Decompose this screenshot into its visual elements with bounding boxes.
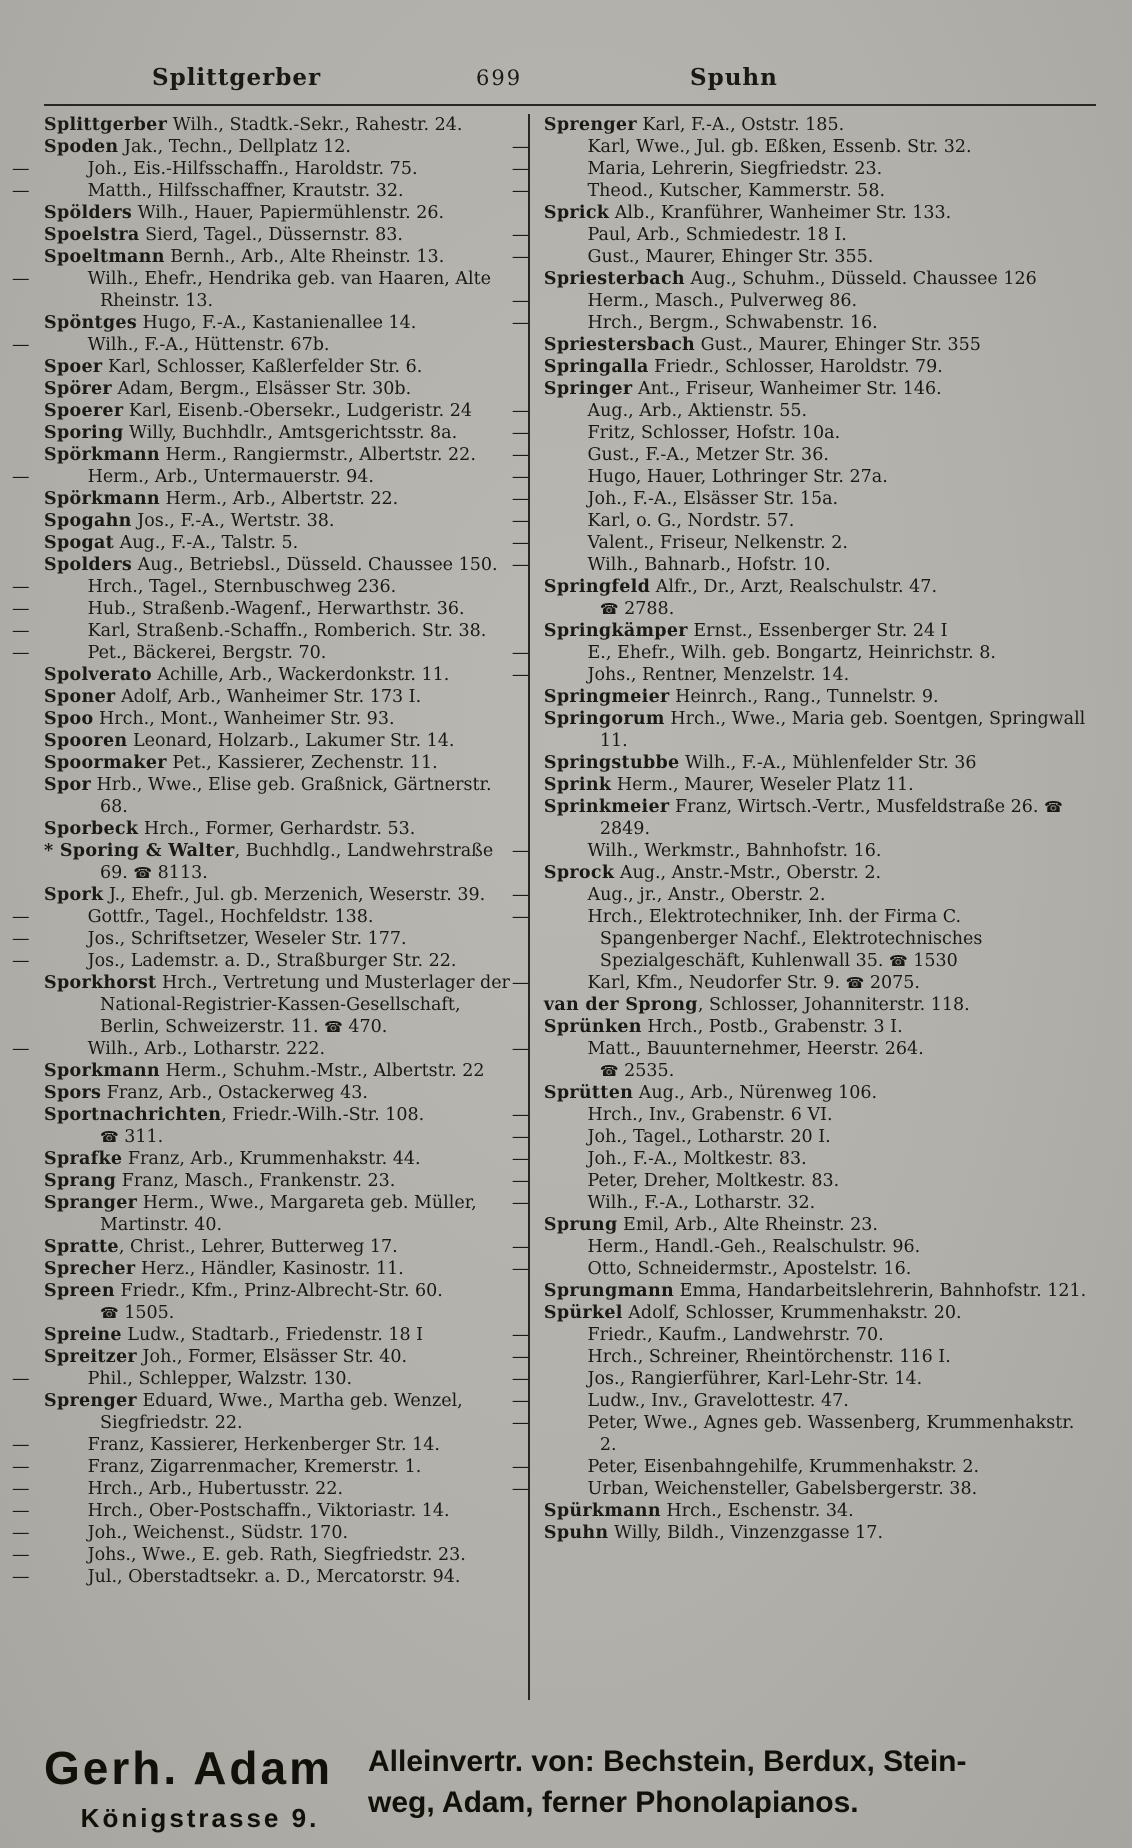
directory-columns [12,114,1096,1700]
directory-entry: — Gust., F.-A., Metzer Str. 36. [511,445,829,465]
ditto-dash: — [511,643,530,663]
directory-column-left [12,114,528,1700]
directory-entry: — Matth., Hilfsschaffner, Krautstr. 32. [12,181,404,201]
entry-surname: Spolders [44,555,133,575]
entry-surname: Spranger [44,1193,138,1213]
directory-entry: — Wilh., Werkmstr., Bahnhofstr. 16. [511,841,882,861]
directory-entry: Spranger Herm., Wwe., Margareta geb. Müller, Martinstr. 40. [44,1193,477,1235]
directory-entry: — E., Ehefr., Wilh. geb. Bongartz, Heinrichstr. 8. [511,643,996,663]
phone-line: ☎ 1505. [100,1303,175,1323]
entry-surname: Spogahn [44,511,132,531]
phone-icon: ☎ [845,974,865,992]
directory-entry: — Friedr., Kaufm., Landwehrstr. 70. [511,1325,884,1345]
directory-entry: Sprung Emil, Arb., Alte Rheinstr. 23. [543,1215,878,1235]
entry-surname: Spriesterbach [543,269,685,289]
directory-entry: Spriesterbach Aug., Schuhm., Düsseld. Chaussee 126 [543,269,1037,289]
advertisement-text [356,1741,1102,1824]
ditto-dash: — [12,1039,30,1059]
ditto-dash: — [511,907,530,927]
ad-line-1: Alleinvertr. von: Bechstein, Berdux, Stein- [368,1745,967,1778]
ditto-dash: — [511,1039,530,1059]
directory-entry: — Jos., Rangierführer, Karl-Lehr-Str. 14. [511,1369,923,1389]
directory-entry: — Peter, Eisenbahngehilfe, Krummenhakstr. 2. [511,1457,980,1477]
entry-surname: Spürkmann [543,1501,661,1521]
entry-surname: Sprütten [543,1083,634,1103]
ditto-dash: — [511,1479,530,1499]
ditto-dash: — [511,423,530,443]
directory-entry: — Wilh., F.-A., Lotharstr. 32. [511,1193,816,1213]
directory-entry: — Joh., Weichenst., Südstr. 170. [12,1523,349,1543]
entry-surname: Sprungmann [543,1281,674,1301]
directory-entry: Sprungmann Emma, Handarbeitslehrerin, Bahnhofstr. 121. [543,1281,1087,1301]
entry-surname: Spörer [44,379,112,399]
directory-entry: — Gottfr., Tagel., Hochfeldstr. 138. [12,907,374,927]
header-keyword-left: Splittgerber [152,64,322,91]
ditto-dash: — [12,269,30,289]
entry-surname: Springorum [543,709,665,729]
directory-entry: — Maria, Lehrerin, Siegfriedstr. 23. [511,159,883,179]
directory-entry: Sprink Herm., Maurer, Weseler Platz 11. [543,775,914,795]
directory-entry: — Valent., Friseur, Nelkenstr. 2. [511,533,848,553]
phone-icon: ☎ [100,1304,119,1322]
ditto-dash: — [12,335,30,355]
directory-entry: Springfeld Alfr., Dr., Arzt, Realschulstr. 47. [543,577,938,597]
directory-entry: — Hrch., Bergm., Schwabenstr. 16. [511,313,878,333]
directory-entry: — Herm., Arb., Untermauerstr. 94. [12,467,374,487]
entry-surname: Spoerer [44,401,124,421]
directory-entry: — Wilh., F.-A., Hüttenstr. 67b. [12,335,330,355]
entry-surname: Sprinkmeier [543,797,670,817]
directory-entry: Sprick Alb., Kranführer, Wanheimer Str. 133. [543,203,952,223]
directory-entry: — Matt., Bauunternehmer, Heerstr. 264. [511,1039,924,1059]
ditto-dash: — [12,1523,30,1543]
ditto-dash: — [12,1435,30,1455]
footer-advertisement [44,1741,1102,1834]
entry-surname: Spoelstra [44,225,140,245]
ditto-dash: — [511,665,530,685]
directory-entry: Spoeltmann Bernh., Arb., Alte Rheinstr. 13. [44,247,445,267]
directory-entry: Sprecher Herz., Händler, Kasinostr. 11. [44,1259,404,1279]
directory-entry: — Joh., Tagel., Lotharstr. 20 I. [511,1127,831,1147]
directory-entry: — Johs., Wwe., E. geb. Rath, Siegfriedstr. 23. [12,1545,466,1565]
ditto-dash: — [511,291,530,311]
header-rule [44,104,1096,106]
directory-entry: — Urban, Weichensteller, Gabelsbergerstr. 38. [511,1479,978,1499]
entry-surname: Sporing [44,423,124,443]
directory-entry: Spöntges Hugo, F.-A., Kastanienallee 14. [44,313,417,333]
directory-entry: Spörkmann Herm., Rangiermstr., Albertstr. 22. [44,445,476,465]
directory-entry: Springstubbe Wilh., F.-A., Mühlenfelder Str. 36 [543,753,977,773]
directory-entry: Spreitzer Joh., Former, Elsässer Str. 40. [44,1347,408,1367]
entry-surname: Spork [44,885,104,905]
entry-surname: Sporbeck [44,819,139,839]
directory-entry: Spork J., Ehefr., Jul. gb. Merzenich, Weserstr. 39. [44,885,486,905]
entry-surname: Sprünken [543,1017,642,1037]
ditto-dash: — [12,599,30,619]
header-keyword-right: Spuhn [690,64,778,91]
entry-surname: Spoo [44,709,94,729]
entry-surname: van der Sprong [543,995,698,1015]
advertiser-block [44,1741,356,1834]
entry-surname: Spratte [44,1237,119,1257]
ditto-dash: — [511,181,530,201]
directory-entry: — Franz, Kassierer, Herkenberger Str. 14. [12,1435,440,1455]
directory-entry: Spoelstra Sierd, Tagel., Düssernstr. 83. [44,225,403,245]
ditto-dash: — [12,929,30,949]
ditto-dash: — [511,1237,530,1257]
directory-entry: Sporing Willy, Buchhdlr., Amtsgerichtsstr. 8a. [44,423,458,443]
page-number: 699 [476,66,523,90]
ditto-dash: — [12,1545,30,1565]
directory-entry: Sprenger Eduard, Wwe., Martha geb. Wenzel, Siegfriedstr. 22. [44,1391,463,1433]
entry-surname: Spoden [44,137,119,157]
ditto-dash: — [12,1567,30,1587]
directory-entry: Spörkmann Herm., Arb., Albertstr. 22. [44,489,399,509]
entry-surname: Spoormaker [44,753,167,773]
ditto-dash: — [12,467,30,487]
directory-entry: — Hrch., Tagel., Sternbuschweg 236. [12,577,397,597]
ditto-dash: — [511,313,530,333]
directory-entry: Sporkhorst Hrch., Vertretung und Musterlager der National-Registrier-Kassen-Gesellschaft, Berlin, Schweizerstr. 11. ☎ 470. [44,973,510,1037]
entry-surname: Spors [44,1083,102,1103]
directory-entry: Spolverato Achille, Arb., Wackerdonkstr. 11. [44,665,450,685]
ditto-dash: — [511,1127,530,1147]
ditto-dash: — [12,1369,30,1389]
directory-entry: Spreen Friedr., Kfm., Prinz-Albrecht-Str. 60. [44,1281,443,1301]
directory-entry: Splittgerber Wilh., Stadtk.-Sekr., Rahestr. 24. [44,115,463,135]
phone-icon: ☎ [133,864,153,882]
entry-surname: Spreitzer [44,1347,137,1367]
ditto-dash: — [511,159,530,179]
ditto-dash: — [12,907,30,927]
phone-icon: ☎ [599,600,619,618]
directory-entry: — Hrch., Elektrotechniker, Inh. der Firma C. Spangenberger Nachf., Elektrotechnisches Spezialgeschäft, Kuhlenwall 35. ☎ 1530 [511,907,983,971]
directory-entry: Sporbeck Hrch., Former, Gerhardstr. 53. [44,819,416,839]
directory-entry: Spogat Aug., F.-A., Talstr. 5. [44,533,299,553]
entry-surname: Sprafke [44,1149,123,1169]
ditto-dash: — [511,973,530,993]
directory-entry: Spratte, Christ., Lehrer, Butterweg 17. [44,1237,398,1257]
directory-entry: — Hrch., Schreiner, Rheintörchenstr. 116 I. [511,1347,951,1367]
directory-entry: — Pet., Bäckerei, Bergstr. 70. [12,643,327,663]
directory-entry: Spürkel Adolf, Schlosser, Krummenhakstr. 20. [543,1303,962,1323]
ad-line-2: weg, Adam, ferner Phonolapianos. [368,1786,859,1820]
directory-entry: — Gust., Maurer, Ehinger Str. 355. [511,247,874,267]
entry-surname: Sporkmann [44,1061,160,1081]
directory-entry: Spoormaker Pet., Kassierer, Zechenstr. 11. [44,753,438,773]
entry-surname: * Sporing & Walter [44,841,235,861]
entry-surname: Spürkel [543,1303,623,1323]
directory-entry: — Otto, Schneidermstr., Apostelstr. 16. [511,1259,912,1279]
page-header [44,64,1096,100]
ditto-dash: — [511,1457,530,1477]
phone-icon: ☎ [889,952,908,970]
directory-column-right [511,114,1096,1700]
entry-surname: Springkämper [543,621,688,641]
directory-entry: Spriestersbach Gust., Maurer, Ehinger Str. 355 [543,335,981,355]
entry-surname: Spuhn [543,1523,609,1543]
ditto-dash: — [511,1149,530,1169]
advertiser-name: Gerh. Adam [44,1742,334,1794]
entry-surname: Spooren [44,731,128,751]
directory-entry: * Sporing & Walter, Buchhdlg., Landwehrstraße 69. ☎ 8113. [44,841,494,883]
ditto-dash: — [12,951,30,971]
directory-entry: Spolders Aug., Betriebsl., Düsseld. Chaussee 150. [44,555,498,575]
phone-line: ☎ 2788. [599,599,675,619]
ditto-dash: — [511,401,530,421]
directory-entry: Spuhn Willy, Bildh., Vinzenzgasse 17. [543,1523,884,1543]
entry-surname: Spor [44,775,91,795]
directory-entry: Sprang Franz, Masch., Frankenstr. 23. [44,1171,396,1191]
phone-icon: ☎ [324,1018,343,1036]
entry-surname: Sprenger [44,1391,137,1411]
directory-entry: — Paul, Arb., Schmiedestr. 18 I. [511,225,847,245]
ditto-dash: — [12,1457,30,1477]
ditto-dash: — [511,555,530,575]
ditto-dash: — [511,1347,530,1367]
ditto-dash: — [511,1325,530,1345]
directory-entry: Spoer Karl, Schlosser, Kaßlerfelder Str. 6. [44,357,423,377]
entry-surname: Spriestersbach [543,335,696,355]
entry-surname: Spörkmann [44,489,160,509]
directory-entry: Spoerer Karl, Eisenb.-Obersekr., Ludgeristr. 24 [44,401,472,421]
directory-entry: — Hub., Straßenb.-Wagenf., Herwarthstr. 36. [12,599,465,619]
directory-entry: Spogahn Jos., F.-A., Wertstr. 38. [44,511,335,531]
directory-entry: — Fritz, Schlosser, Hofstr. 10a. [511,423,841,443]
phone-icon: ☎ [100,1128,119,1146]
ditto-dash: — [511,885,530,905]
entry-surname: Spogat [44,533,115,553]
directory-entry: — Joh., F.-A., Moltkestr. 83. [511,1149,807,1169]
entry-surname: Spörkmann [44,445,160,465]
entry-surname: Springmeier [543,687,670,707]
directory-entry: — Hrch., Arb., Hubertusstr. 22. [12,1479,344,1499]
entry-surname: Spoer [44,357,103,377]
directory-entry: Spor Hrb., Wwe., Elise geb. Graßnick, Gärtnerstr. 68. [44,775,492,817]
directory-entry: Spürkmann Hrch., Eschenstr. 34. [543,1501,854,1521]
entry-surname: Spreine [44,1325,122,1345]
advertiser-address: Königstrasse 9. [80,1803,320,1833]
ditto-dash: — [511,533,530,553]
entry-surname: Sprung [543,1215,618,1235]
directory-entry: — Karl, Wwe., Jul. gb. Eßken, Essenb. Str. 32. [511,137,972,157]
directory-entry: — Karl, Kfm., Neudorfer Str. 9. ☎ 2075. [511,973,920,993]
ditto-dash: — [511,137,530,157]
directory-entry: — Hrch., Inv., Grabenstr. 6 VI. [511,1105,833,1125]
directory-entry: — Jul., Oberstadtsekr. a. D., Mercatorstr. 94. [12,1567,461,1587]
directory-entry: — Phil., Schlepper, Walzstr. 130. [12,1369,353,1389]
ditto-dash: — [511,841,530,861]
entry-surname: Sprick [543,203,610,223]
ditto-dash: — [12,1501,30,1521]
directory-entry: — Joh., F.-A., Elsässer Str. 15a. [511,489,839,509]
directory-entry: Spooren Leonard, Holzarb., Lakumer Str. 14. [44,731,455,751]
directory-entry: Springalla Friedr., Schlosser, Haroldstr. 79. [543,357,943,377]
directory-entry: Sprock Aug., Anstr.-Mstr., Oberstr. 2. [543,863,882,883]
directory-entry: — Wilh., Arb., Lotharstr. 222. [12,1039,326,1059]
directory-entry: — Karl, o. G., Nordstr. 57. [511,511,795,531]
ditto-dash: — [12,1479,30,1499]
directory-entry: Sprütten Aug., Arb., Nürenweg 106. [543,1083,878,1103]
directory-entry: — Aug., jr., Anstr., Oberstr. 2. [511,885,826,905]
directory-entry: Sprinkmeier Franz, Wirtsch.-Vertr., Musfeldstraße 26. ☎ 2849. [543,797,1063,839]
entry-surname: Sprang [44,1171,117,1191]
directory-entry: — Peter, Dreher, Moltkestr. 83. [511,1171,840,1191]
entry-surname: Springalla [543,357,649,377]
directory-entry: — Peter, Wwe., Agnes geb. Wassenberg, Krummenhakstr. 2. [511,1413,1075,1455]
directory-entry: — Karl, Straßenb.-Schaffn., Romberich. Str. 38. [12,621,487,641]
directory-entry: Spörer Adam, Bergm., Elsässer Str. 30b. [44,379,412,399]
directory-entry: Spoo Hrch., Mont., Wanheimer Str. 93. [44,709,395,729]
directory-entry: Springorum Hrch., Wwe., Maria geb. Soentgen, Springwall 11. [543,709,1086,751]
directory-entry: Springer Ant., Friseur, Wanheimer Str. 146. [543,379,942,399]
entry-surname: Sprecher [44,1259,136,1279]
entry-surname: Sponer [44,687,116,707]
ditto-dash: — [511,489,530,509]
entry-surname: Spölders [44,203,133,223]
directory-entry: Spoden Jak., Techn., Dellplatz 12. [44,137,351,157]
ditto-dash: — [511,1391,530,1411]
ditto-dash: — [511,1105,530,1125]
ditto-dash: — [511,225,530,245]
directory-entry: Springmeier Heinrch., Rang., Tunnelstr. 9. [543,687,939,707]
directory-entry: Sporkmann Herm., Schuhm.-Mstr., Albertstr. 22 [44,1061,485,1081]
directory-entry: — Hugo, Hauer, Lothringer Str. 27a. [511,467,888,487]
entry-surname: Sporkhorst [44,973,157,993]
ditto-dash: — [12,643,30,663]
phone-icon: ☎ [1044,798,1063,816]
directory-entry: Sprünken Hrch., Postb., Grabenstr. 3 I. [543,1017,903,1037]
directory-entry: — Jos., Schriftsetzer, Weseler Str. 177. [12,929,407,949]
entry-surname: Springer [543,379,633,399]
entry-surname: Splittgerber [44,115,168,135]
entry-surname: Spolverato [44,665,152,685]
directory-entry: Springkämper Ernst., Essenberger Str. 24 I [543,621,948,641]
ditto-dash: — [511,445,530,465]
directory-entry: — Franz, Zigarrenmacher, Kremerstr. 1. [12,1457,422,1477]
phone-icon: ☎ [599,1062,619,1080]
entry-surname: Sprink [543,775,612,795]
directory-entry: Spors Franz, Arb., Ostackerweg 43. [44,1083,368,1103]
directory-entry: — Ludw., Inv., Gravelottestr. 47. [511,1391,849,1411]
phone-line: ☎ 311. [100,1127,164,1147]
directory-entry: — Herm., Masch., Pulverweg 86. [511,291,858,311]
ditto-dash: — [511,1369,530,1389]
phone-line: ☎ 2535. [599,1061,675,1081]
ditto-dash: — [511,1259,530,1279]
directory-entry: Sprafke Franz, Arb., Krummenhakstr. 44. [44,1149,421,1169]
ditto-dash: — [12,577,30,597]
ditto-dash: — [12,621,30,641]
entry-surname: Sprock [543,863,615,883]
ditto-dash: — [511,1193,530,1213]
directory-entry: Sponer Adolf, Arb., Wanheimer Str. 173 I. [44,687,422,707]
directory-entry: — Herm., Handl.-Geh., Realschulstr. 96. [511,1237,921,1257]
directory-entry: — Theod., Kutscher, Kammerstr. 58. [511,181,886,201]
directory-entry: — Hrch., Ober-Postschaffn., Viktoriastr. 14. [12,1501,450,1521]
directory-entry: Sportnachrichten, Friedr.-Wilh.-Str. 108. [44,1105,425,1125]
entry-surname: Spoeltmann [44,247,165,267]
ditto-dash: — [511,511,530,531]
directory-entry: — Johs., Rentner, Menzelstr. 14. [511,665,850,685]
ditto-dash: — [511,247,530,267]
entry-surname: Sprenger [543,115,637,135]
directory-entry: Spreine Ludw., Stadtarb., Friedenstr. 18 I [44,1325,424,1345]
entry-surname: Sportnachrichten [44,1105,222,1125]
entry-surname: Spreen [44,1281,115,1301]
entry-surname: Spöntges [44,313,137,333]
directory-entry: Sprenger Karl, F.-A., Oststr. 185. [543,115,845,135]
ditto-dash: — [511,1171,530,1191]
directory-entry: Spölders Wilh., Hauer, Papiermühlenstr. 26. [44,203,445,223]
ditto-dash: — [511,467,530,487]
directory-entry: — Wilh., Ehefr., Hendrika geb. van Haaren, Alte Rheinstr. 13. [12,269,491,311]
ditto-dash: — [511,1413,530,1433]
directory-entry: — Aug., Arb., Aktienstr. 55. [511,401,808,421]
ditto-dash: — [12,159,30,179]
directory-entry: — Joh., Eis.-Hilfsschaffn., Haroldstr. 75. [12,159,418,179]
directory-entry: — Wilh., Bahnarb., Hofstr. 10. [511,555,831,575]
directory-entry: — Jos., Lademstr. a. D., Straßburger Str. 22. [12,951,457,971]
entry-surname: Springfeld [543,577,651,597]
entry-surname: Springstubbe [543,753,680,773]
directory-entry: van der Sprong, Schlosser, Johanniterstr. 118. [543,995,970,1015]
ditto-dash: — [12,181,30,201]
